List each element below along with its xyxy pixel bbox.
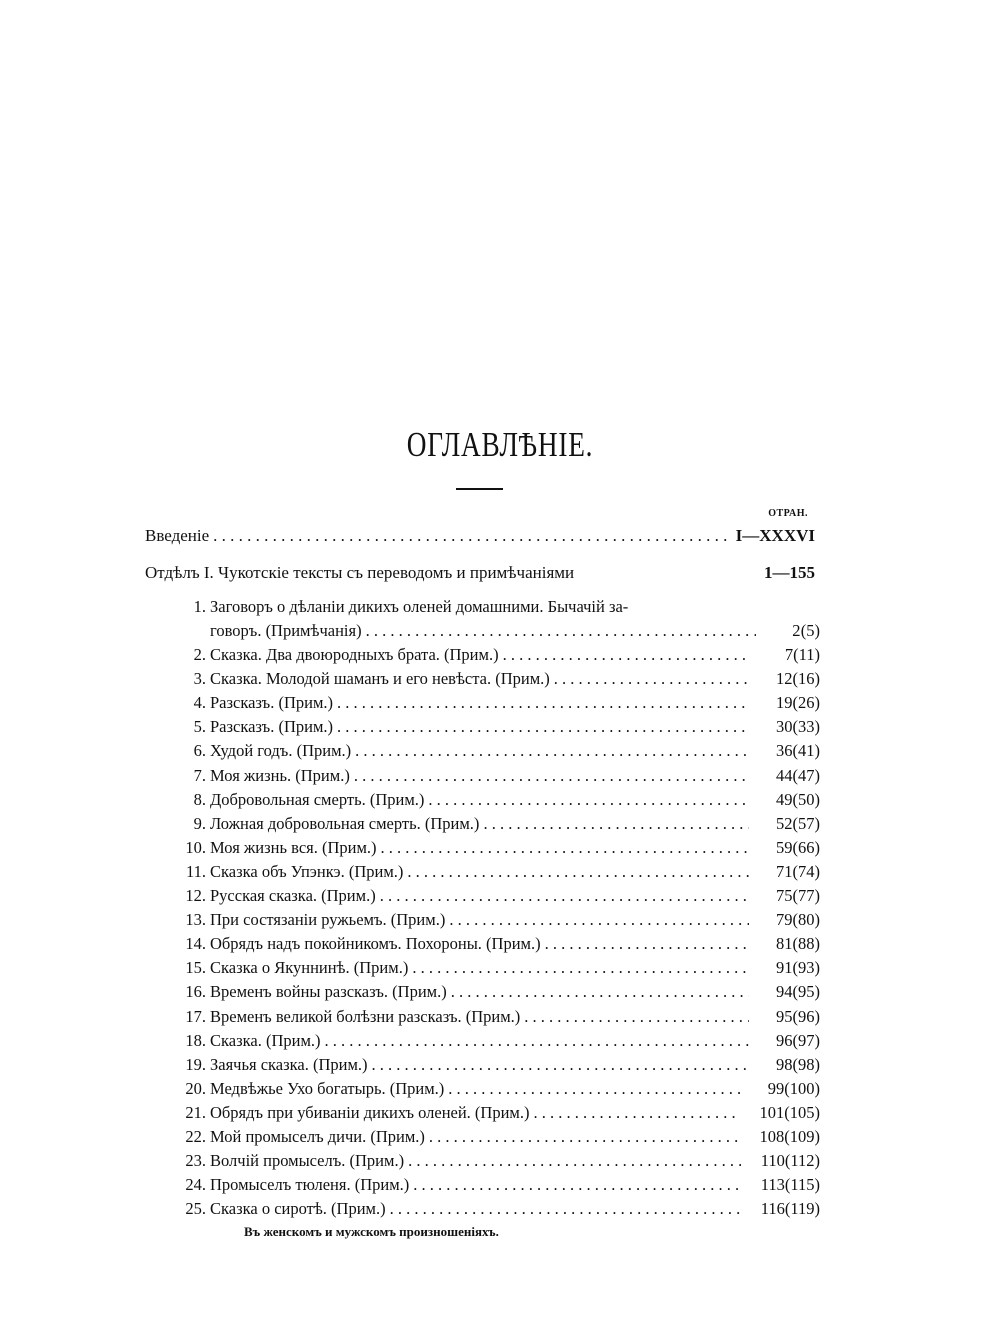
entry-page: 30 [776,717,793,737]
leader-dots [413,1175,741,1195]
entry-label-line1: Заговоръ о дѣланіи дикихъ оленей домашними. Бычачій за- [210,597,629,616]
entry-note-page: (109) [784,1127,820,1146]
leader-dots [380,886,749,906]
entry-page: 116 [760,1199,785,1219]
entry-label-line2: говоръ. (Примѣчанія) [210,621,362,640]
toc-entry [160,862,820,882]
entry-label: Промыселъ тюленя. (Прим.) [210,1175,410,1195]
toc-entry-first-cont [160,621,820,641]
leader-dots [524,1007,748,1027]
entry-label: Разсказъ. (Прим.) [210,717,334,737]
entry-label: Медвѣжье Ухо богатырь. (Прим.) [210,1078,445,1098]
entry-label: Сказка. (Прим.) [210,1030,321,1050]
entry-number: 23. [185,1151,206,1171]
entry-page: 71 [776,861,793,881]
leader-dots [325,1031,749,1051]
toc-entry [160,814,820,834]
entry-note-page: (105) [784,1102,820,1122]
toc-entry-first [193,597,629,617]
leader-dots [381,838,749,858]
leader-dots [354,766,749,786]
entry-note-page: (96) [792,1006,820,1026]
entry-note-page: (112) [784,1151,820,1171]
entry-label: Волчій промыселъ. (Прим.) [210,1151,405,1171]
section-label: Чукотскіе тексты съ переводомъ и примѣчаніями [218,563,575,582]
entry-note-page: (100) [784,1078,820,1098]
entry-number: 19. [185,1054,206,1074]
entry-note-page: (66) [792,837,820,857]
entry-number: 11. [185,861,206,881]
entry-number: 20. [185,1078,206,1098]
entry-page: 99 [767,1078,785,1098]
entry-page: 110 [760,1151,785,1171]
toc-entry [160,1175,820,1195]
entry-number: 12. [185,886,206,905]
entry-label: Разсказъ. (Прим.) [210,693,334,713]
leader-dots [366,621,757,641]
toc-entry [160,1031,820,1051]
entry-page: 101 [759,1102,785,1122]
leader-dots [390,1199,741,1219]
entry-page: 95 [776,1006,793,1026]
leader-dots [554,669,749,689]
entry-note-page: (97) [792,1030,820,1050]
toc-entry [160,669,820,689]
entry-label: Временъ великой болѣзни разсказъ. (Прим.) [210,1006,521,1026]
entry-label: Обрядъ надъ покойникомъ. Похороны. (Прим.) [210,934,541,954]
entry-number: 16. [185,982,206,1002]
entry-page: 91 [776,958,793,978]
toc-entry [160,717,820,737]
toc-entry [160,1079,820,1099]
entry-label: Заячья сказка. (Прим.) [210,1054,368,1074]
column-header: ОТРАН. [768,508,808,519]
toc-entry [160,934,820,954]
intro-pages: I—XXXVI [735,526,815,545]
entry-number: 3. [193,669,206,689]
leader-dots [337,693,748,713]
toc-entry [160,982,820,1002]
section-heading [145,563,574,583]
entry-note-page: (88) [792,934,820,954]
entry-number: 9. [193,813,206,833]
entry-label: Ложная добровольная смерть. (Прим.) [210,813,480,833]
entry-page: 2 [792,621,801,640]
leader-dots [428,790,748,810]
entry-label: Сказка о Якуннинѣ. (Прим.) [210,958,409,978]
entry-label: Временъ войны разсказъ. (Прим.) [210,982,447,1002]
toc-entry [160,693,820,713]
entry-page: 49 [776,789,793,809]
entry-page: 36 [776,741,793,761]
leader-dots [337,717,748,737]
page-title: ОГЛАВЛѢНІЕ. [406,425,594,464]
toc-entry [160,741,820,761]
entry-note-page: (50) [792,789,820,809]
entry-note-page: (74) [792,861,820,881]
section-pages: 1—155 [764,563,815,582]
entry-number: 22. [185,1127,206,1146]
toc-entry [160,1127,820,1147]
toc-entry [160,1151,820,1171]
entry-number: 8. [193,789,206,809]
entry-note-page: (57) [792,813,820,833]
leader-dots [412,958,748,978]
entry-note-page: (16) [792,669,820,689]
toc-entry [160,1007,820,1027]
entry-label: Сказка. Молодой шаманъ и его невѣста. (Прим.) [210,669,550,689]
toc-entry [160,790,820,810]
entry-label: Сказка о сиротѣ. (Прим.) [210,1199,386,1219]
entry-number: 7. [193,765,206,785]
toc-entry [160,838,820,858]
leader-dots [407,862,748,882]
entry-number: 4. [193,693,206,713]
entry-number: 15. [185,958,206,978]
leader-dots [449,910,748,930]
leader-dots [534,1103,741,1123]
entry-label: Мой промыселъ дичи. (Прим.) [210,1127,425,1146]
entry-label: Русская сказка. (Прим.) [210,886,376,905]
entry-note-page: (93) [792,958,820,978]
entry-number: 10. [185,837,206,857]
entry-page: 7 [784,645,794,664]
entry-page: 113 [760,1175,785,1195]
entry-note-page: (119) [784,1199,820,1219]
toc-entry [160,766,820,786]
entry-number: 1. [193,597,206,616]
title-rule [456,488,503,490]
entry-note-page: (95) [792,982,820,1002]
entry-note-page: (98) [792,1054,820,1074]
entry-note-page: (26) [792,693,820,713]
entry-page: 75 [776,886,793,905]
intro-row [145,526,815,546]
entry-number: 18. [185,1030,206,1050]
entry-number: 13. [185,910,206,930]
entry-page: 44 [776,765,793,785]
leader-dots [451,982,749,1002]
entry-note-page: (115) [784,1175,820,1195]
entry-label: Худой годъ. (Прим.) [210,741,352,761]
entry-number: 14. [185,934,206,954]
leader-dots [503,645,750,665]
leader-dots [372,1055,749,1075]
toc-entry [160,1055,820,1075]
entry-label: При состязаніи ружьемъ. (Прим.) [210,910,446,930]
section-row [145,563,815,583]
toc-entry [160,958,820,978]
toc-entry [160,910,820,930]
leader-dots [483,814,748,834]
entry-label: Сказка. Два двоюродныхъ брата. (Прим.) [210,645,499,664]
leader-dots [355,741,748,761]
entry-label: Моя жизнь. (Прим.) [210,765,350,785]
footnote: Въ женскомъ и мужскомъ произношеніяхъ. [244,1224,499,1239]
entry-page: 52 [776,813,793,833]
entry-label: Добровольная смерть. (Прим.) [210,789,425,809]
entry-page: 96 [776,1030,793,1050]
entry-page: 98 [776,1054,793,1074]
toc-entry [160,645,820,665]
entry-label: Сказка объ Упэнкэ. (Прим.) [210,861,404,881]
entry-page: 108 [759,1127,785,1146]
toc-entry [160,1199,820,1219]
toc-entry [160,1103,820,1123]
entry-page: 12 [776,669,793,689]
entry-label: Моя жизнь вся. (Прим.) [210,837,377,857]
entry-number: 2. [193,645,206,664]
entry-note-page: (80) [792,910,820,930]
entry-number: 5. [193,717,206,737]
leader-dots [545,934,749,954]
leader-dots [448,1079,740,1099]
entry-page: 81 [776,934,793,954]
entry-number: 17. [185,1006,206,1026]
entry-label: Обрядъ при убиваніи дикихъ оленей. (Прим.) [210,1102,530,1122]
intro-label: Введеніе [145,526,210,545]
entry-note-page: (33) [792,717,820,737]
entry-number: 6. [193,741,206,761]
entry-page: 19 [776,693,793,713]
section-prefix: Отдѣлъ I. [145,563,214,582]
entry-note-page: (77) [792,886,820,905]
entry-number: 21. [185,1102,206,1122]
entry-note-page: (41) [792,741,820,761]
entry-number: 25. [185,1199,206,1219]
entry-page: 94 [776,982,793,1002]
entry-page: 79 [776,910,793,930]
entry-note-page: (47) [792,765,820,785]
entry-note-page: (11) [793,645,820,664]
entry-page: 59 [776,837,793,857]
entry-number: 24. [185,1175,206,1195]
leader-dots [429,1127,740,1147]
leader-dots [213,526,732,546]
toc-entry [160,886,820,906]
entry-note-page: (5) [800,621,820,640]
leader-dots [408,1151,741,1171]
